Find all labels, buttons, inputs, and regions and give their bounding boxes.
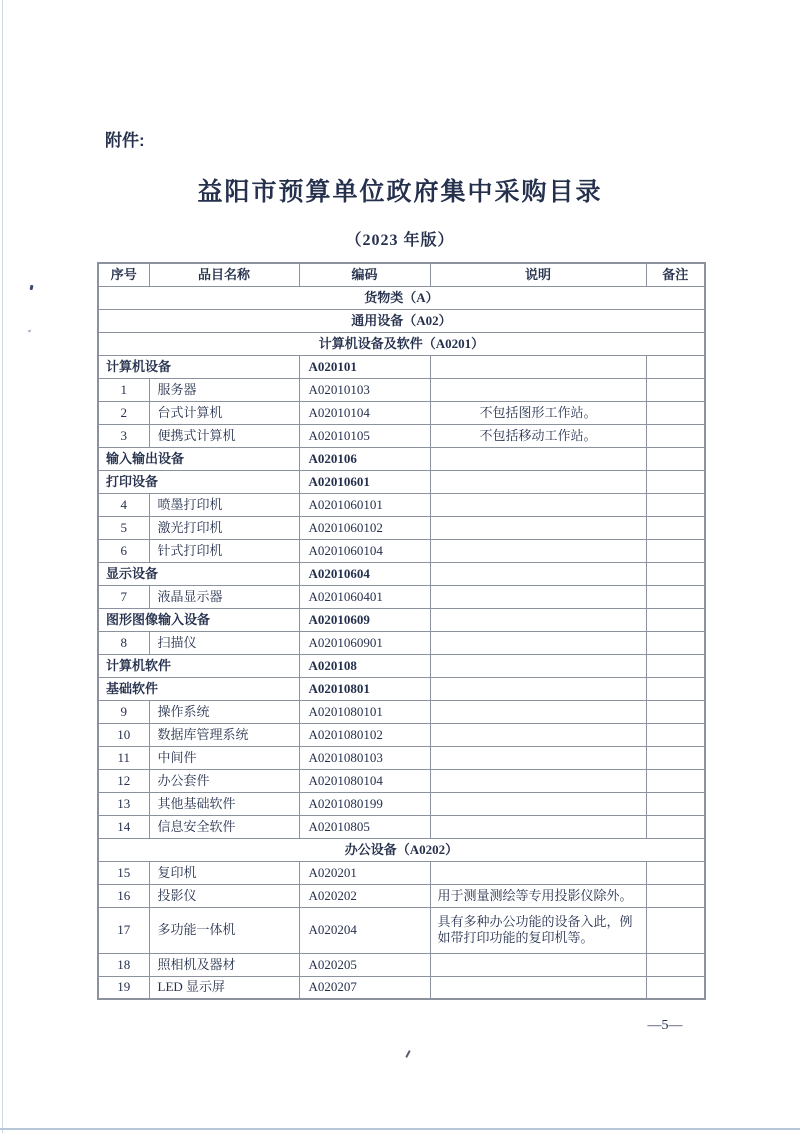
note-cell [430, 631, 646, 654]
group-name: 打印设备 [98, 470, 299, 493]
column-header-2: 品目名称 [149, 263, 299, 286]
remark-cell [646, 723, 705, 746]
section-title: 办公设备（A0202） [98, 838, 705, 861]
note-cell [430, 355, 646, 378]
note-cell [430, 953, 646, 976]
group-name: 图形图像输入设备 [98, 608, 299, 631]
column-header-4: 说明 [430, 263, 646, 286]
group-code: A02010604 [299, 562, 430, 585]
scan-edge-left [2, 0, 3, 1133]
table-row [98, 516, 705, 539]
item-name: 多功能一体机 [149, 907, 299, 953]
table-row [98, 539, 705, 562]
table-row [98, 861, 705, 884]
item-name: 便携式计算机 [149, 424, 299, 447]
scan-edge-bottom [0, 1128, 800, 1130]
page-title: 益阳市预算单位政府集中采购目录 [197, 179, 603, 206]
section-row [98, 309, 705, 332]
note-cell [430, 493, 646, 516]
item-name: 信息安全软件 [149, 815, 299, 838]
table-row [98, 884, 705, 907]
group-name: 显示设备 [98, 562, 299, 585]
page-number: —5— [647, 1018, 683, 1033]
catalog-table [97, 262, 706, 1000]
item-name: 台式计算机 [149, 401, 299, 424]
item-number: 11 [98, 746, 149, 769]
item-number: 8 [98, 631, 149, 654]
item-code: A020202 [299, 884, 430, 907]
group-name: 计算机设备 [98, 355, 299, 378]
item-name: 投影仪 [149, 884, 299, 907]
table-row [98, 815, 705, 838]
remark-cell [646, 516, 705, 539]
note-cell [430, 769, 646, 792]
item-number: 1 [98, 378, 149, 401]
note-cell [430, 677, 646, 700]
remark-cell [646, 401, 705, 424]
group-row [98, 562, 705, 585]
item-number: 2 [98, 401, 149, 424]
item-name: 服务器 [149, 378, 299, 401]
group-name: 基础软件 [98, 677, 299, 700]
item-name: 照相机及器材 [149, 953, 299, 976]
item-code: A0201060102 [299, 516, 430, 539]
procurement-catalog-table [97, 262, 706, 1000]
item-number: 7 [98, 585, 149, 608]
section-title: 货物类（A） [98, 286, 705, 309]
item-name: LED 显示屏 [149, 976, 299, 999]
remark-cell [646, 654, 705, 677]
remark-cell [646, 746, 705, 769]
table-row [98, 769, 705, 792]
note-cell [430, 723, 646, 746]
item-code: A0201080104 [299, 769, 430, 792]
item-code: A0201080101 [299, 700, 430, 723]
item-code: A0201080199 [299, 792, 430, 815]
group-row [98, 470, 705, 493]
table-row [98, 976, 705, 999]
item-code: A0201060101 [299, 493, 430, 516]
remark-cell [646, 470, 705, 493]
note-cell [430, 976, 646, 999]
table-row [98, 378, 705, 401]
page-subtitle: （2023 年版） [345, 232, 455, 249]
item-name: 液晶显示器 [149, 585, 299, 608]
group-name: 输入输出设备 [98, 447, 299, 470]
table-row [98, 700, 705, 723]
item-code: A0201060401 [299, 585, 430, 608]
note-cell [430, 447, 646, 470]
group-code: A02010609 [299, 608, 430, 631]
remark-cell [646, 792, 705, 815]
scan-speck [30, 285, 34, 291]
remark-cell [646, 953, 705, 976]
table-row [98, 907, 705, 953]
item-code: A0201060901 [299, 631, 430, 654]
item-number: 15 [98, 861, 149, 884]
remark-cell [646, 677, 705, 700]
item-number: 13 [98, 792, 149, 815]
item-name: 扫描仪 [149, 631, 299, 654]
group-code: A020101 [299, 355, 430, 378]
table-row [98, 953, 705, 976]
item-code: A0201080102 [299, 723, 430, 746]
item-code: A020205 [299, 953, 430, 976]
remark-cell [646, 631, 705, 654]
table-row [98, 792, 705, 815]
scan-speck [28, 330, 32, 333]
note-cell [430, 746, 646, 769]
item-number: 9 [98, 700, 149, 723]
table-row [98, 631, 705, 654]
item-code: A020207 [299, 976, 430, 999]
item-number: 17 [98, 907, 149, 953]
note-cell: 不包括图形工作站。 [430, 401, 646, 424]
item-name: 其他基础软件 [149, 792, 299, 815]
group-name: 计算机软件 [98, 654, 299, 677]
item-code: A02010105 [299, 424, 430, 447]
item-name: 数据库管理系统 [149, 723, 299, 746]
item-code: A0201080103 [299, 746, 430, 769]
note-cell [430, 378, 646, 401]
remark-cell [646, 424, 705, 447]
remark-cell [646, 884, 705, 907]
remark-cell [646, 861, 705, 884]
note-cell [430, 516, 646, 539]
item-number: 19 [98, 976, 149, 999]
remark-cell [646, 976, 705, 999]
note-cell [430, 815, 646, 838]
note-cell: 具有多种办公功能的设备入此，例如带打印功能的复印机等。 [430, 907, 646, 953]
note-cell [430, 792, 646, 815]
remark-cell [646, 769, 705, 792]
item-name: 中间件 [149, 746, 299, 769]
note-cell [430, 539, 646, 562]
item-code: A020204 [299, 907, 430, 953]
group-row [98, 608, 705, 631]
item-number: 18 [98, 953, 149, 976]
remark-cell [646, 815, 705, 838]
remark-cell [646, 907, 705, 953]
attachment-label: 附件: [105, 131, 145, 150]
catalog-header-row [98, 263, 705, 286]
item-name: 针式打印机 [149, 539, 299, 562]
item-code: A02010805 [299, 815, 430, 838]
item-number: 10 [98, 723, 149, 746]
item-number: 16 [98, 884, 149, 907]
table-row [98, 401, 705, 424]
note-cell [430, 562, 646, 585]
item-name: 办公套件 [149, 769, 299, 792]
note-cell [430, 470, 646, 493]
remark-cell [646, 355, 705, 378]
note-cell: 用于测量测绘等专用投影仪除外。 [430, 884, 646, 907]
remark-cell [646, 608, 705, 631]
column-header-1: 序号 [98, 263, 149, 286]
section-row [98, 332, 705, 355]
group-code: A020106 [299, 447, 430, 470]
group-code: A02010601 [299, 470, 430, 493]
note-cell [430, 585, 646, 608]
section-row [98, 286, 705, 309]
table-row [98, 585, 705, 608]
table-row [98, 746, 705, 769]
table-row [98, 493, 705, 516]
note-cell [430, 608, 646, 631]
column-header-3: 编码 [299, 263, 430, 286]
item-name: 操作系统 [149, 700, 299, 723]
note-cell [430, 654, 646, 677]
group-row [98, 447, 705, 470]
remark-cell [646, 585, 705, 608]
table-row [98, 424, 705, 447]
note-cell [430, 700, 646, 723]
item-name: 喷墨打印机 [149, 493, 299, 516]
scan-speck [405, 1050, 411, 1058]
group-row [98, 654, 705, 677]
note-cell: 不包括移动工作站。 [430, 424, 646, 447]
catalog-table-body [98, 286, 705, 999]
remark-cell [646, 562, 705, 585]
section-title: 通用设备（A02） [98, 309, 705, 332]
remark-cell [646, 700, 705, 723]
remark-cell [646, 447, 705, 470]
item-code: A02010104 [299, 401, 430, 424]
group-row [98, 677, 705, 700]
item-number: 14 [98, 815, 149, 838]
item-code: A02010103 [299, 378, 430, 401]
item-code: A020201 [299, 861, 430, 884]
group-code: A020108 [299, 654, 430, 677]
item-number: 5 [98, 516, 149, 539]
column-header-5: 备注 [646, 263, 705, 286]
item-name: 复印机 [149, 861, 299, 884]
item-number: 6 [98, 539, 149, 562]
item-number: 4 [98, 493, 149, 516]
table-row [98, 723, 705, 746]
item-number: 3 [98, 424, 149, 447]
section-title: 计算机设备及软件（A0201） [98, 332, 705, 355]
item-name: 激光打印机 [149, 516, 299, 539]
remark-cell [646, 539, 705, 562]
group-code: A02010801 [299, 677, 430, 700]
section-row [98, 838, 705, 861]
item-number: 12 [98, 769, 149, 792]
item-code: A0201060104 [299, 539, 430, 562]
note-cell [430, 861, 646, 884]
remark-cell [646, 378, 705, 401]
group-row [98, 355, 705, 378]
remark-cell [646, 493, 705, 516]
